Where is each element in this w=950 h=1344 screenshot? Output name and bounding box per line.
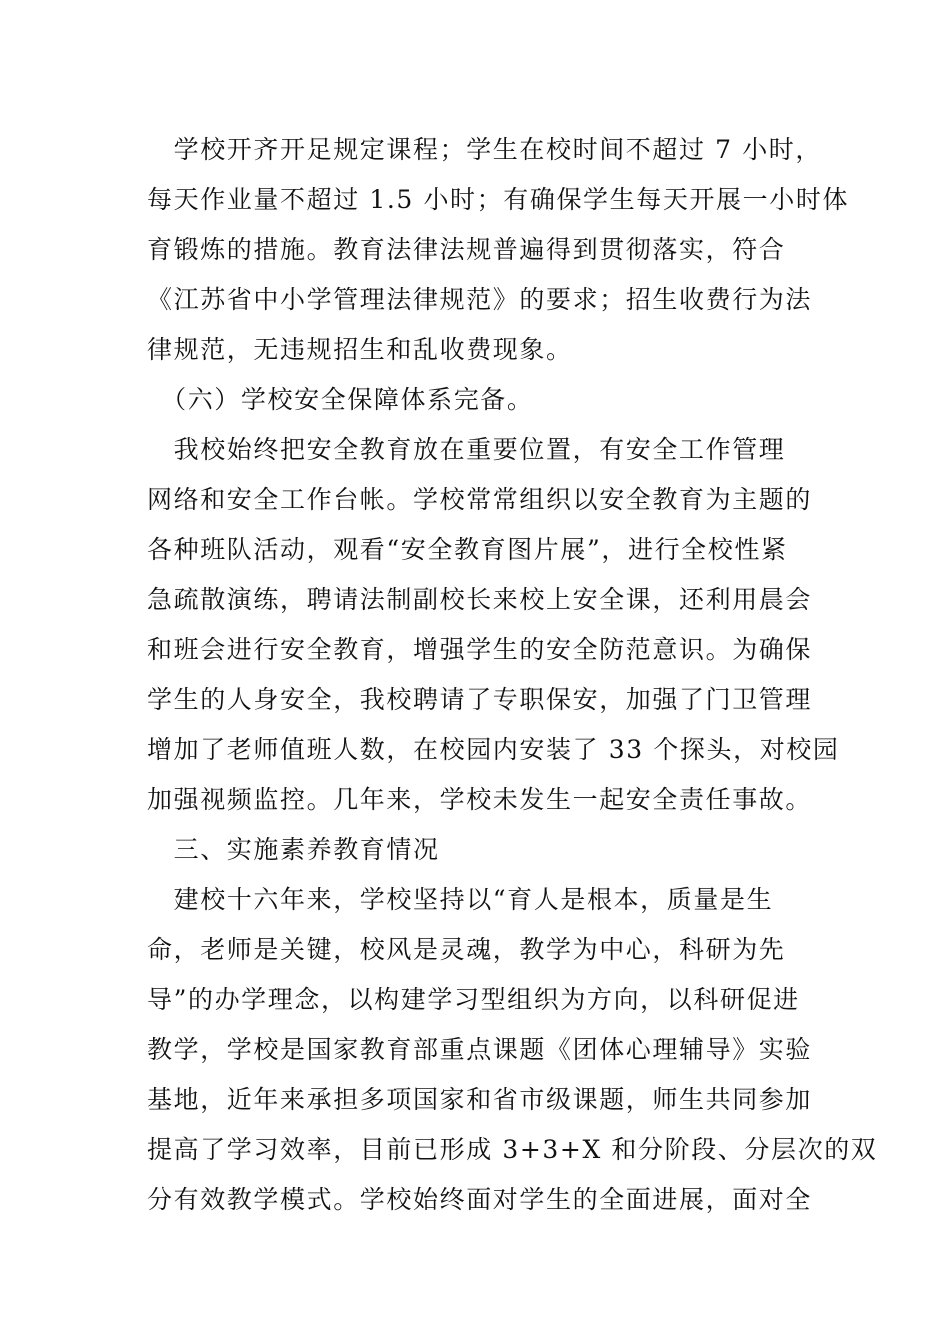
text-line: 教学，学校是国家教育部重点课题《团体心理辅导》实验 xyxy=(147,1035,813,1064)
text-line: 学校开齐开足规定课程；学生在校时间不超过 7 小时， xyxy=(147,135,823,164)
text-line: 加强视频监控。几年来，学校未发生一起安全责任事故。 xyxy=(147,785,813,814)
text-line: 学生的人身安全，我校聘请了专职保安，加强了门卫管理 xyxy=(147,685,813,714)
text-line: 急疏散演练，聘请法制副校长来校上安全课，还利用晨会 xyxy=(147,585,813,614)
text-line: 律规范，无违规招生和乱收费现象。 xyxy=(147,335,573,364)
text-line: 我校始终把安全教育放在重要位置，有安全工作管理 xyxy=(147,435,786,464)
text-line: 增加了老师值班人数，在校园内安装了 33 个探头，对校园 xyxy=(147,735,840,764)
text-line: 分有效教学模式。学校始终面对学生的全面进展，面对全 xyxy=(147,1185,813,1214)
text-line: 基地，近年来承担多项国家和省市级课题，师生共同参加 xyxy=(147,1085,813,1114)
section-heading: （六）学校安全保障体系完备。 xyxy=(147,385,534,414)
text-line: 各种班队活动，观看“安全教育图片展”，进行全校性紧 xyxy=(147,535,788,564)
text-line: 建校十六年来，学校坚持以“育人是根本，质量是生 xyxy=(147,885,774,914)
text-line: 导”的办学理念，以构建学习型组织为方向，以科研促进 xyxy=(147,985,800,1014)
text-line: 和班会进行安全教育，增强学生的安全防范意识。为确保 xyxy=(147,635,813,664)
text-line: 《江苏省中小学管理法律规范》的要求；招生收费行为法 xyxy=(147,285,813,314)
text-line: 命，老师是关键，校风是灵魂，教学为中心，科研为先 xyxy=(147,935,786,964)
text-line: 提高了学习效率，目前已形成 3+3+X 和分阶段、分层次的双 xyxy=(147,1135,878,1164)
text-line: 每天作业量不超过 1.5 小时；有确保学生每天开展一小时体 xyxy=(147,185,850,214)
text-line: 网络和安全工作台帐。学校常常组织以安全教育为主题的 xyxy=(147,485,813,514)
text-line: 育锻炼的措施。教育法律法规普遍得到贯彻落实，符合 xyxy=(147,235,786,264)
section-heading: 三、实施素养教育情况 xyxy=(147,835,440,864)
